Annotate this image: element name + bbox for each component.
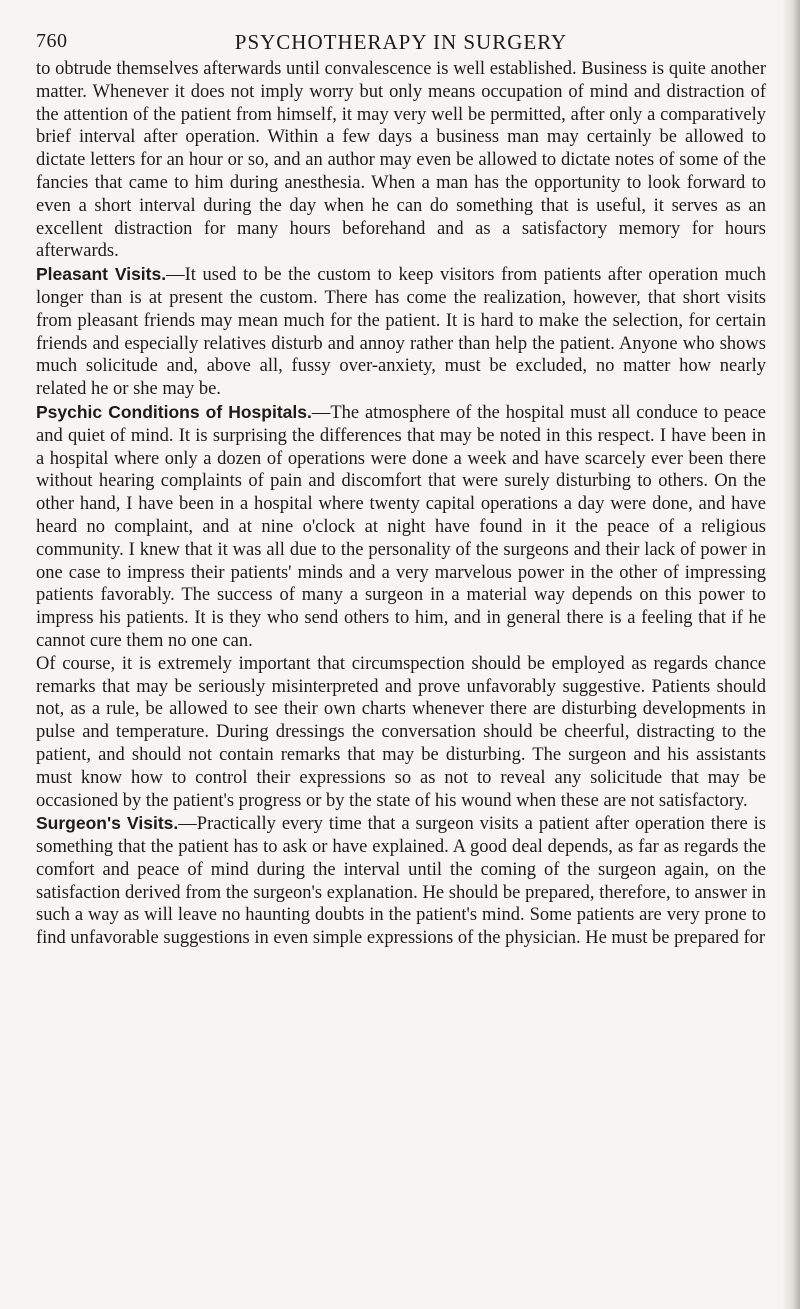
paragraph-pleasant-visits	[36, 263, 766, 401]
section-heading-pleasant-visits: Pleasant Visits.	[36, 264, 167, 285]
page-number: 760	[36, 30, 68, 52]
paragraph-continuation	[36, 58, 766, 263]
paragraph-text: —It used to be the custom to keep visitors from patients after operation much longer than is at present the custom. There has come the realization, however, that short visits from pleasant friends may mean much for the patient. It is hard to make the selection, for certain friends and especially relatives disturb and annoy rather than help the patient. Anyone who shows much solicitude and, above all, fussy over-anxiety, must be excluded, no matter how nearly related he or she may be.	[36, 265, 766, 400]
paragraph-text: —The atmosphere of the hospital must all conduce to peace and quiet of mind. It is surprising the differences that may be noted in this respect. I have been in a hospital where only a dozen of operations were done a week and have scarcely ever been there without hearing complaints of pain and discomfort that were surely disturbing to others. On the other hand, I have been in a hospital where twenty capital operations a day were done, and have heard no complaint, and at nine o'clock at night have found in it the peace of a religious community. I knew that it was all due to the personality of the surgeons and their lack of power in one case to impress their patients' minds and a very marvelous power in the other of impressing patients favorably. The success of many a surgeon in a material way depends on this power to impress his patients. It is they who send others to him, and in general there is a feeling that if he cannot cure them no one can.	[36, 402, 766, 651]
paragraph-psychic-conditions	[36, 401, 766, 653]
paragraph-text: to obtrude themselves afterwards until convalescence is well established. Business is quite another matter. Whenever it does not imply worry but only means occupation of mind and distraction of the attention of the patient from himself, it may very well be permitted, after only a comparatively brief interval after operation. Within a few days a business man may certainly be allowed to dictate letters for an hour or so, and an author may even be allowed to dictate notes of some of the fancies that came to him during anesthesia. When a man has the opportunity to look forward to even a short interval during the day when he can do something that is useful, it serves as an excellent distraction for many hours beforehand and as a satisfactory memory for hours afterwards.	[36, 59, 766, 262]
page-edge-shadow	[782, 0, 800, 1309]
paragraph-text: Of course, it is extremely important that circumspection should be employed as regards chance remarks that may be seriously misinterpreted and prove unfavorably suggestive. Patients should not, as a rule, be allowed to see their own charts whenever there are disturbing developments in pulse and temperature. During dressings the conversation should be cheerful, distracting to the patient, and should not contain remarks that may be disturbing. The surgeon and his assistants must know how to control their expressions so as not to reveal any solicitude that may be occasioned by the patient's progress or by the state of his wound when these are not satisfactory.	[36, 653, 766, 811]
paragraph-circumspection	[36, 653, 766, 813]
book-page	[36, 22, 766, 950]
section-heading-surgeons-visits: Surgeon's Visits.	[36, 813, 179, 834]
paragraph-text: —Practically every time that a surgeon visits a patient after operation there is something that the patient has to ask or have explained. A good deal depends, as far as regards the comfort and peace of mind during the interval until the coming of the surgeon again, on the satisfaction derived from the surgeon's explanation. He should be prepared, therefore, to answer in such a way as will leave no haunting doubts in the patient's mind. Some patients are very prone to find unfavorable suggestions in even simple expressions of the physician. He must be prepared for	[36, 814, 766, 949]
page-header	[36, 22, 766, 58]
running-head: PSYCHOTHERAPY IN SURGERY	[234, 30, 568, 54]
body-text	[36, 58, 766, 950]
section-heading-psychic-conditions: Psychic Conditions of Hospitals.	[36, 401, 312, 422]
paragraph-surgeons-visits	[36, 812, 766, 950]
